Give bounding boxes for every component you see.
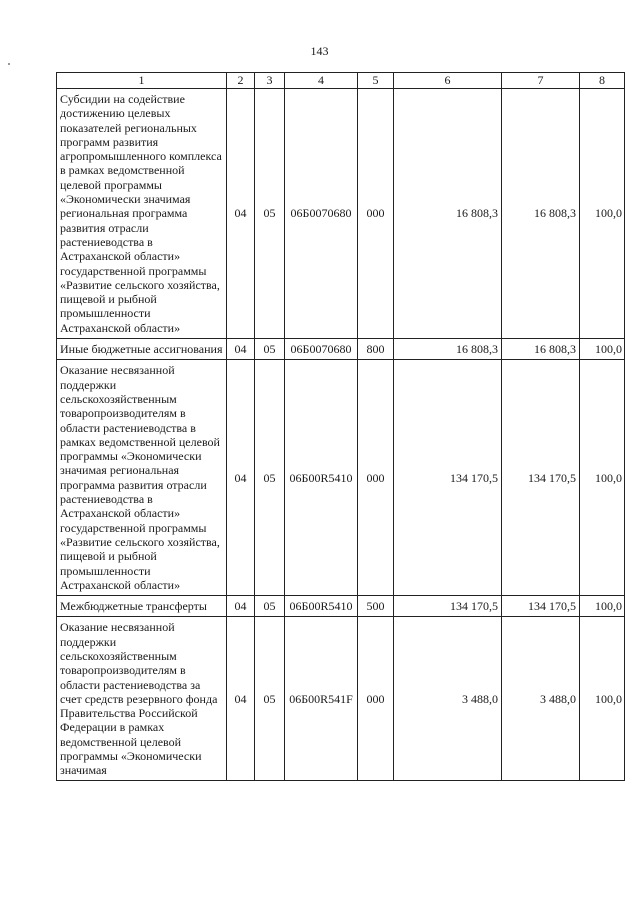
cell-percent: 100,0 bbox=[580, 89, 625, 339]
cell-percent: 100,0 bbox=[580, 596, 625, 617]
table-row bbox=[57, 89, 625, 339]
row-description: Оказание несвязанной поддержки сельскохозяйственным товаропроизводителям в области растениеводства в рамках ведомственной целевой программы «Экономически значимая региональная программа развития отрасли растениеводства в Астраханской области» государственной программы «Развитие сельского хозяйства, пищевой и рыбной промышленности Астраханской области» bbox=[57, 360, 227, 596]
cell-amount-plan: 134 170,5 bbox=[394, 360, 502, 596]
col-header-2: 2 bbox=[227, 73, 255, 89]
cell-amount-fact: 16 808,3 bbox=[502, 339, 580, 360]
row-description: Иные бюджетные ассигнования bbox=[57, 339, 227, 360]
cell-amount-plan: 16 808,3 bbox=[394, 339, 502, 360]
cell-subsection: 05 bbox=[255, 596, 285, 617]
cell-amount-fact: 16 808,3 bbox=[502, 89, 580, 339]
cell-percent: 100,0 bbox=[580, 339, 625, 360]
cell-section: 04 bbox=[227, 89, 255, 339]
row-description: Межбюджетные трансферты bbox=[57, 596, 227, 617]
cell-target-article: 06Б0070680 bbox=[285, 89, 358, 339]
cell-subsection: 05 bbox=[255, 339, 285, 360]
col-header-1: 1 bbox=[57, 73, 227, 89]
col-header-8: 8 bbox=[580, 73, 625, 89]
cell-amount-plan: 134 170,5 bbox=[394, 596, 502, 617]
cell-percent: 100,0 bbox=[580, 617, 625, 781]
table-row bbox=[57, 617, 625, 781]
cell-expense-type: 000 bbox=[358, 617, 394, 781]
page-number: 143 bbox=[310, 44, 329, 58]
col-header-4: 4 bbox=[285, 73, 358, 89]
cell-target-article: 06Б0070680 bbox=[285, 339, 358, 360]
col-header-5: 5 bbox=[358, 73, 394, 89]
cell-amount-fact: 134 170,5 bbox=[502, 360, 580, 596]
cell-expense-type: 500 bbox=[358, 596, 394, 617]
cell-amount-plan: 3 488,0 bbox=[394, 617, 502, 781]
cell-amount-fact: 3 488,0 bbox=[502, 617, 580, 781]
cell-amount-plan: 16 808,3 bbox=[394, 89, 502, 339]
cell-expense-type: 000 bbox=[358, 89, 394, 339]
cell-section: 04 bbox=[227, 617, 255, 781]
cell-section: 04 bbox=[227, 339, 255, 360]
col-header-7: 7 bbox=[502, 73, 580, 89]
cell-expense-type: 000 bbox=[358, 360, 394, 596]
cell-target-article: 06Б00R5410 bbox=[285, 360, 358, 596]
col-header-3: 3 bbox=[255, 73, 285, 89]
cell-subsection: 05 bbox=[255, 89, 285, 339]
table-row bbox=[57, 360, 625, 596]
table-row bbox=[57, 339, 625, 360]
row-description-text: Оказание несвязанной поддержки сельскохозяйственным товаропроизводителям в области растениеводства за счет средств резервного фонда Правительства Российской Федерации в рамках ведомственной целевой программы «Экономически значимая bbox=[60, 620, 218, 778]
cell-percent: 100,0 bbox=[580, 360, 625, 596]
row-description bbox=[57, 617, 227, 781]
cell-subsection: 05 bbox=[255, 617, 285, 781]
col-header-6: 6 bbox=[394, 73, 502, 89]
cell-target-article: 06Б00R5410 bbox=[285, 596, 358, 617]
header-row bbox=[57, 73, 625, 89]
scan-speck bbox=[8, 63, 10, 65]
cell-section: 04 bbox=[227, 360, 255, 596]
row-description: Субсидии на содействие достижению целевых показателей региональных программ развития агропромышленного комплекса в рамках ведомственной целевой программы «Экономически значимая региональная программа развития отрасли растениеводства в Астраханской области» государственной программы «Развитие сельского хозяйства, пищевой и рыбной промышленности Астраханской области» bbox=[57, 89, 227, 339]
cell-subsection: 05 bbox=[255, 360, 285, 596]
cell-target-article: 06Б00R541F bbox=[285, 617, 358, 781]
budget-table bbox=[56, 72, 625, 781]
cell-amount-fact: 134 170,5 bbox=[502, 596, 580, 617]
table-row bbox=[57, 596, 625, 617]
cell-section: 04 bbox=[227, 596, 255, 617]
cell-expense-type: 800 bbox=[358, 339, 394, 360]
